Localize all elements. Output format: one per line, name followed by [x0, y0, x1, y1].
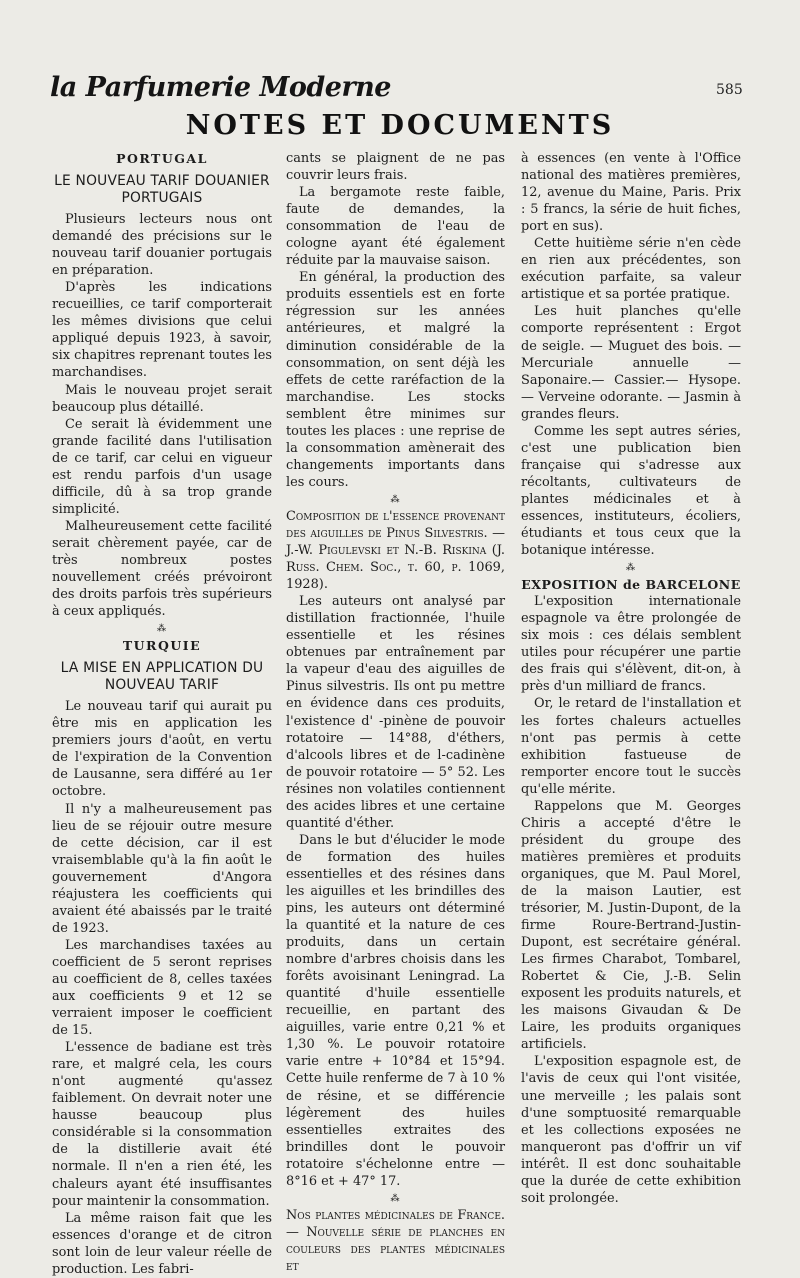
- paragraph: L'essence de badiane est très rare, et malgré cela, les cours n'ont augmenté qu'assez faiblement. On devrait noter une hausse beaucoup plus considérable si la consommation de la distillerie avait été normale. Il n'en a rien été, les chaleurs ayant été insuffisantes pour maintenir la consommation.: [52, 1040, 272, 1209]
- section-kicker-portugal: PORTUGAL: [116, 151, 208, 166]
- paragraph: La même raison fait que les essences d'orange et de citron sont loin de leur valeur réelle de production. Les fabri-: [52, 1210, 272, 1277]
- paragraph: Malheureusement cette facilité serait chèrement payée, car de très nombreux postes nouvellement créés prévoiront des droits parfois très supérieurs à ceux appliqués.: [52, 518, 272, 620]
- paragraph: Mais le nouveau projet serait beaucoup plus détaillé.: [52, 382, 272, 415]
- section-title-barcelone: EXPOSITION de BARCELONE: [521, 577, 741, 593]
- paragraph: Or, le retard de l'installation et les fortes chaleurs actuelles n'ont pas permis à cette exhibition fastueuse de remporter encore tout le succès qu'elle mérite.: [521, 696, 741, 797]
- paragraph: Les auteurs ont analysé par distillation fractionnée, l'huile essentielle et les résines obtenues par entraînement par la vapeur d'eau des aiguilles de Pinus silvestris. Ils ont pu mettre en évidence dans ces produits, l'existence d' -pinène de pouvoir rotatoire — 14°88, d'éthers, d'alcools libres et de l-cadinène de pouvoir rotatoire — 5° 52. Les résines non volatiles contiennent des acides libres et une certaine quantité d'éther.: [286, 594, 505, 831]
- section-title-portugal: LE NOUVEAU TARIF DOUANIER PORTUGAIS: [54, 173, 270, 207]
- section-kicker-turquie: TURQUIE: [122, 638, 202, 654]
- paragraph: Ce serait là évidemment une grande facilité dans l'utilisation de ce tarif, car celui en vigueur est rendu parfois d'un usage difficile, dû à sa trop grande simplicité.: [52, 416, 272, 517]
- paragraph: Rappelons que M. Georges Chiris a accepté d'être le président du groupe des matières premières et produits organiques, que M. Paul Morel, de la maison Lautier, est trésorier, M. Justin-Dupont, de la firme Roure-Bertrand-Justin-Dupont, est secrétaire général. Les firmes Charabot, Tombarel, Robertet & Cie, J.-B. Selin exposent les produits naturels, et les maisons Givaudan & De Laire, les produits organiques artificiels.: [521, 798, 741, 1053]
- asterism-separator: ⁂: [390, 494, 401, 505]
- paragraph: L'exposition internationale espagnole va être prolongée de six mois : ces délais semblent utiles pour récupérer une partie des frais qui s'élèvent, dit-on, à près d'un milliard de francs.: [521, 594, 741, 695]
- article-heading-pinus: Composition de l'essence provenant des aiguilles de Pinus Silvestris. — J.-W. Pigulevski et N.-B. Riskina (J. Russ. Chem. Soc., t. 60, p. 1069, 1928).: [286, 508, 505, 593]
- article-heading-plantes: Nos plantes médicinales de France. — Nouvelle série de planches en couleurs des plantes médicinales et: [286, 1207, 505, 1274]
- paragraph: cants se plaignent de ne pas couvrir leurs frais.: [286, 151, 505, 184]
- column-2: [286, 150, 505, 1275]
- paragraph: Cette huitième série n'en cède en rien aux précédentes, son exécution parfaite, sa valeur artistique et sa portée pratique.: [521, 236, 741, 303]
- asterism-separator: ⁂: [390, 1193, 401, 1204]
- section-title-turquie: LA MISE EN APPLICATION DU NOUVEAU TARIF: [60, 660, 264, 694]
- asterism-separator: ⁂: [626, 563, 636, 574]
- asterism-separator: ⁂: [157, 624, 167, 635]
- paragraph: Dans le but d'élucider le mode de formation des huiles essentielles et des résines dans les aiguilles et les brindilles des pins, les auteurs ont déterminé la quantité et la nature de ces produits, dans un certain nombre d'arbres choisis dans les forêts avoisinant Leningrad. La quantité d'huile essentielle recueillie, en partant des aiguilles, varie entre 0,21 % et 1,30 %. Le pouvoir rotatoire varie entre + 10°84 et 15°94. Cette huile renferme de 7 à 10 % de résine, et se différencie légèrement des huiles essentielles extraites des brindilles dont le pouvoir rotatoire s'échelonne entre — 8°16 et + 47° 17.: [286, 832, 505, 1189]
- paragraph: En général, la production des produits essentiels est en forte régression sur les années antérieures, et malgré la diminution considérable de la consommation, on sent déjà les effets de cette raréfaction de la marchandise. Les stocks semblent être minimes sur toutes les places : une reprise de la consommation amènerait des changements importants dans les cours.: [286, 270, 505, 490]
- page-number: 585: [716, 82, 743, 98]
- column-1: [52, 150, 272, 1278]
- paragraph: L'exposition espagnole est, de l'avis de ceux qui l'ont visitée, une merveille ; les palais sont d'une somptuosité remarquable et les collections exposées ne manqueront pas d'offrir un vif intérêt. Il est donc souhaitable que la durée de cette exhibition soit prolongée.: [521, 1054, 741, 1206]
- paragraph: Le nouveau tarif qui aurait pu être mis en application les premiers jours d'août, en vertu de l'expiration de la Convention de Lausanne, sera différé au 1er octobre.: [52, 699, 272, 800]
- paragraph: La bergamote reste faible, faute de demandes, la consommation de l'eau de cologne ayant été également réduite par la mauvaise saison.: [286, 185, 505, 269]
- column-3: [521, 150, 741, 1207]
- paragraph: Les marchandises taxées au coefficient de 5 seront reprises au coefficient de 8, celles taxées aux coefficients 9 et 12 se verraient imposer le coefficient de 15.: [52, 937, 272, 1039]
- masthead: la Parfumerie Moderne: [50, 72, 391, 103]
- paragraph: Comme les sept autres séries, c'est une publication bien française qui s'adresse aux récoltants, cultivateurs de plantes médicinales et à essences, instituteurs, écoliers, étudiants et tous ceux que la botanique intéresse.: [521, 423, 741, 559]
- paragraph: Plusieurs lecteurs nous ont demandé des précisions sur le nouveau tarif douanier portugais en préparation.: [52, 212, 272, 279]
- paragraph: D'après les indications recueillies, ce tarif comporterait les mêmes divisions que celui appliqué depuis 1923, à savoir, six chapitres reprenant toutes les marchandises.: [52, 280, 272, 381]
- paragraph: Les huit planches qu'elle comporte représentent : Ergot de seigle. — Muguet des bois. — Mercuriale annuelle — Saponaire.— Cassier.— Hysope.— Verveine odorante. — Jasmin à grandes fleurs.: [521, 304, 741, 422]
- paragraph: à essences (en vente à l'Office national des matières premières, 12, avenue du Maine, Paris. Prix : 5 francs, la série de huit fiches, port en sus).: [521, 151, 741, 235]
- page-title: NOTES ET DOCUMENTS: [185, 110, 615, 141]
- paragraph: Il n'y a malheureusement pas lieu de se réjouir outre mesure de cette décision, car il est vraisemblable qu'à la fin août le gouvernement d'Angora réajustera les coefficients qui avaient été abaissés par le traité de 1923.: [52, 801, 272, 936]
